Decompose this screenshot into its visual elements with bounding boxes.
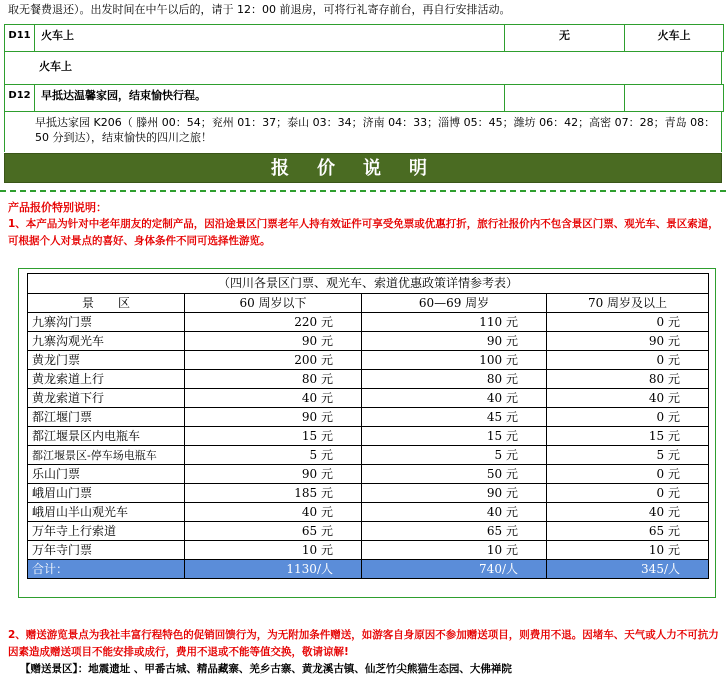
price-cell: 15 元 [362,427,547,446]
price-cell: 80 元 [362,370,547,389]
day-meal-1 [505,85,625,111]
table-row [28,389,709,408]
scenic-name-cell: 都江堰景区-停车场电瓶车 [28,446,185,465]
price-table [27,273,709,579]
price-cell: 5 元 [362,446,547,465]
total-label: 合计： [28,560,185,579]
scenic-name-cell: 九寨沟门票 [28,313,185,332]
header-under-60: 60 周岁以下 [185,294,362,313]
price-cell: 40 元 [362,503,547,522]
scenic-name-cell: 九寨沟观光车 [28,332,185,351]
table-row [28,484,709,503]
price-cell: 185 元 [185,484,362,503]
price-banner: 报价说明 [4,153,722,183]
price-cell: 100 元 [362,351,547,370]
price-cell: 65 元 [185,522,362,541]
price-cell: 40 元 [362,389,547,408]
price-cell: 15 元 [547,427,709,446]
price-cell: 90 元 [547,332,709,351]
note-2: 2、赠送游览景点为我社丰富行程特色的促销回馈行为，为无附加条件赠送，如游客自身原因不参加赠送项目，则费用不退。因堵车、天气或人力不可抗力因素造成赠送项目不能安排或成行，费用不退或不能等值交换，敬请谅解! [8,629,719,658]
price-cell: 10 元 [185,541,362,560]
day-detail-line-1: 早抵达家园 K206（ 滕州 00：54；兖州 01：37；泰山 03：34；济南 04：33；淄博 05：45；潍坊 06：42；高密 07：28；青岛 08： [35,116,716,129]
price-cell: 5 元 [185,446,362,465]
price-cell: 90 元 [185,332,362,351]
day-meal-2 [625,85,723,111]
day-body-d11 [4,52,722,84]
table-row [28,446,709,465]
total-row [28,560,709,579]
price-cell: 40 元 [547,389,709,408]
day-body-d12 [4,112,722,152]
day-meal-2: 火车上 [657,29,691,42]
price-cell: 90 元 [362,484,547,503]
note-1: 1、本产品为针对中老年朋友的定制产品，因沿途景区门票老年人持有效证件可享受免票或优惠打折，旅行社报价内不包含景区门票、观光车、景区索道，可根据个人对景点的喜好、身体条件不同可选择性游览。 [8,218,719,247]
top-text: 取无餐费退还）。出发时间在中午以后的，请于 12：00 前退房，可将行礼寄存前台，再自行安排活动。 [8,3,511,16]
price-cell: 0 元 [547,465,709,484]
price-cell: 0 元 [547,484,709,503]
scenic-name-cell: 都江堰门票 [28,408,185,427]
scenic-name-cell: 峨眉山半山观光车 [28,503,185,522]
header-70-plus: 70 周岁及以上 [547,294,709,313]
table-row [28,370,709,389]
section-title: 产品报价特别说明： [8,201,107,214]
table-row [28,465,709,484]
total-70-plus: 345/人 [547,560,709,579]
header-scenic: 景 区 [28,294,185,313]
day-detail: 火车上 [39,60,72,73]
day-label: D12 [5,85,35,111]
day-meal-1: 无 [505,25,625,51]
price-cell: 80 元 [185,370,362,389]
price-cell: 90 元 [185,465,362,484]
header-60-69: 60—69 周岁 [362,294,547,313]
price-cell: 5 元 [547,446,709,465]
price-cell: 10 元 [547,541,709,560]
day-label: D11 [5,25,35,51]
price-cell: 0 元 [547,313,709,332]
day-title: 早抵达温馨家园，结束愉快行程。 [35,85,505,111]
table-row [28,427,709,446]
scenic-name-cell: 万年寺门票 [28,541,185,560]
day-row-d12 [4,84,724,112]
scenic-name-cell: 万年寺上行索道 [28,522,185,541]
price-cell: 220 元 [185,313,362,332]
price-cell: 65 元 [547,522,709,541]
scenic-name-cell: 都江堰景区内电瓶车 [28,427,185,446]
price-cell: 40 元 [185,503,362,522]
day-detail-line-2: 50 分到达），结束愉快的四川之旅！ [35,131,212,144]
table-row [28,541,709,560]
table-row [28,408,709,427]
price-cell: 45 元 [362,408,547,427]
scenic-name-cell: 乐山门票 [28,465,185,484]
table-row [28,332,709,351]
total-under-60: 1130/人 [185,560,362,579]
day-row-d11 [4,24,724,52]
price-cell: 200 元 [185,351,362,370]
table-row [28,351,709,370]
price-cell: 40 元 [547,503,709,522]
price-cell: 65 元 [362,522,547,541]
table-row [28,503,709,522]
price-cell: 0 元 [547,351,709,370]
price-cell: 110 元 [362,313,547,332]
total-60-69: 740/人 [362,560,547,579]
dashed-divider [0,190,726,192]
price-cell: 40 元 [185,389,362,408]
price-cell: 80 元 [547,370,709,389]
scenic-name-cell: 峨眉山门票 [28,484,185,503]
gift-scenic-line: 【赠送景区】：地震遗址 、甲番古城、精品藏寨、羌乡古寨、黄龙溪古镇、仙芝竹尖熊猫生态园、大佛禅院 [20,663,512,675]
scenic-name-cell: 黄龙门票 [28,351,185,370]
price-cell: 15 元 [185,427,362,446]
table-row [28,313,709,332]
price-cell: 10 元 [362,541,547,560]
scenic-name-cell: 黄龙索道上行 [28,370,185,389]
table-caption: （四川各景区门票、观光车、索道优惠政策详情参考表） [28,274,709,294]
price-cell: 50 元 [362,465,547,484]
day-title: 火车上 [35,25,505,51]
price-cell: 0 元 [547,408,709,427]
price-cell: 90 元 [362,332,547,351]
price-cell: 90 元 [185,408,362,427]
scenic-name-cell: 黄龙索道下行 [28,389,185,408]
table-row [28,522,709,541]
